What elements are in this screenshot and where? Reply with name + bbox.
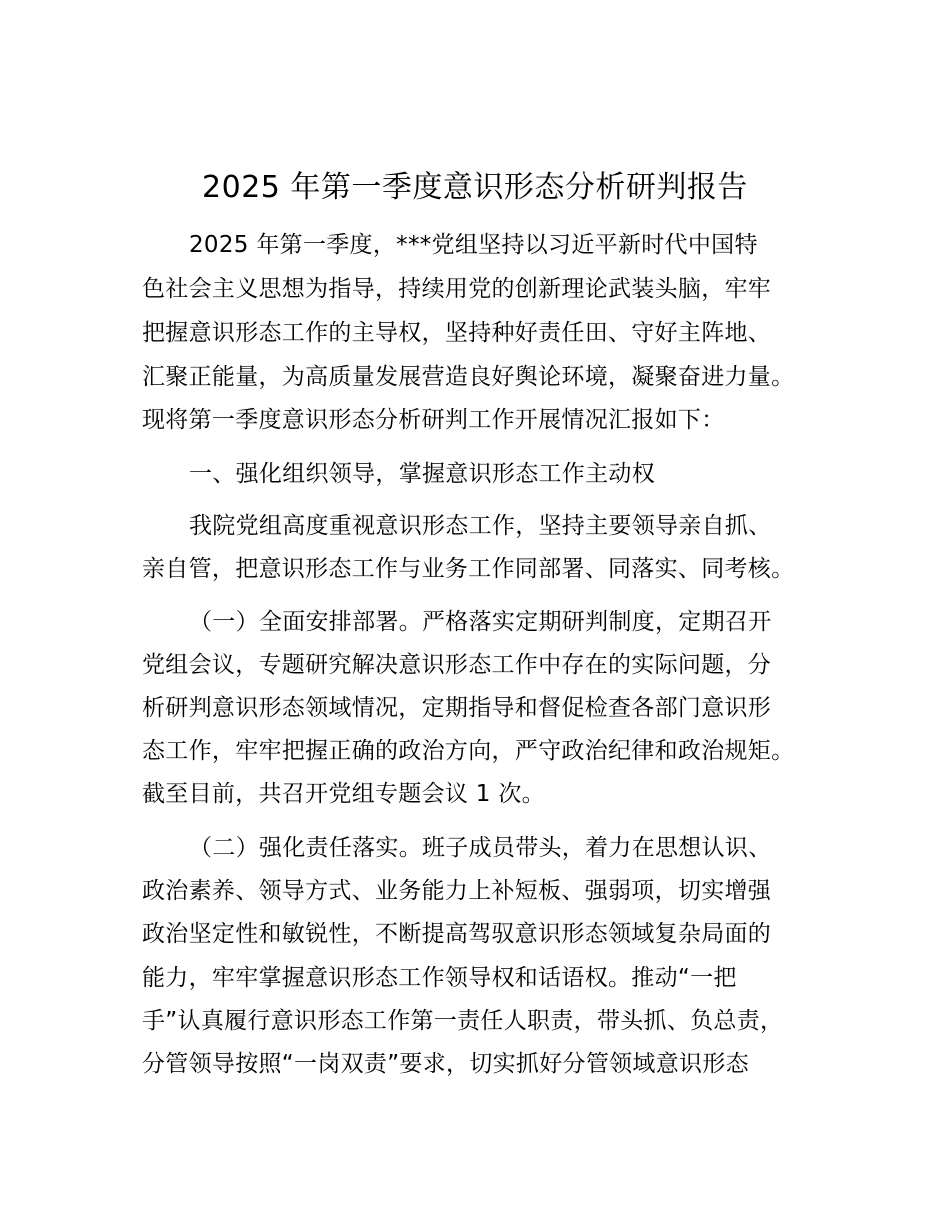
paragraph-line: 截至目前，共召开党组专题会议 1 次。 <box>142 781 545 807</box>
paragraph-line: 析研判意识形态领域情况，定期指导和督促检查各部门意识形 <box>142 695 772 721</box>
section-heading: 一、强化组织领导，掌握意识形态工作主动权 <box>189 461 655 487</box>
paragraph-line: 政治坚定性和敏锐性，不断提高驾驭意识形态领域复杂局面的 <box>142 921 772 947</box>
paragraph-line: 色社会主义思想为指导，持续用党的创新理论武装头脑，牢牢 <box>142 276 772 302</box>
document-title: 2025 年第一季度意识形态分析研判报告 <box>202 170 748 205</box>
paragraph-line: （二）强化责任落实。班子成员带头，着力在思想认识、 <box>189 835 772 861</box>
paragraph-line: 政治素养、领导方式、业务能力上补短板、强弱项，切实增强 <box>142 878 772 904</box>
paragraph-line: 把握意识形态工作的主导权，坚持种好责任田、守好主阵地、 <box>142 320 772 346</box>
paragraph-line: （一）全面安排部署。严格落实定期研判制度，定期召开 <box>189 609 772 635</box>
paragraph-line: 态工作，牢牢把握正确的政治方向，严守政治纪律和政治规矩。 <box>142 738 795 764</box>
paragraph-line: 能力，牢牢掌握意识形态工作领导权和话语权。推动“一把 <box>142 965 737 991</box>
paragraph-line: 亲自管，把意识形态工作与业务工作同部署、同落实、同考核。 <box>142 556 795 582</box>
paragraph-line: 汇聚正能量，为高质量发展营造良好舆论环境，凝聚奋进力量。 <box>142 364 795 390</box>
paragraph-line: 2025 年第一季度，***党组坚持以习近平新时代中国特 <box>189 232 758 258</box>
paragraph-line: 分管领导按照“一岗双责”要求，切实抓好分管领域意识形态 <box>142 1051 749 1077</box>
paragraph-line: 党组会议，专题研究解决意识形态工作中存在的实际问题，分 <box>142 652 772 678</box>
paragraph-line: 手”认真履行意识形态工作第一责任人职责，带头抓、负总责， <box>142 1008 784 1034</box>
paragraph-line: 我院党组高度重视意识形态工作，坚持主要领导亲自抓、 <box>189 513 772 539</box>
paragraph-line: 现将第一季度意识形态分析研判工作开展情况汇报如下： <box>142 407 725 433</box>
